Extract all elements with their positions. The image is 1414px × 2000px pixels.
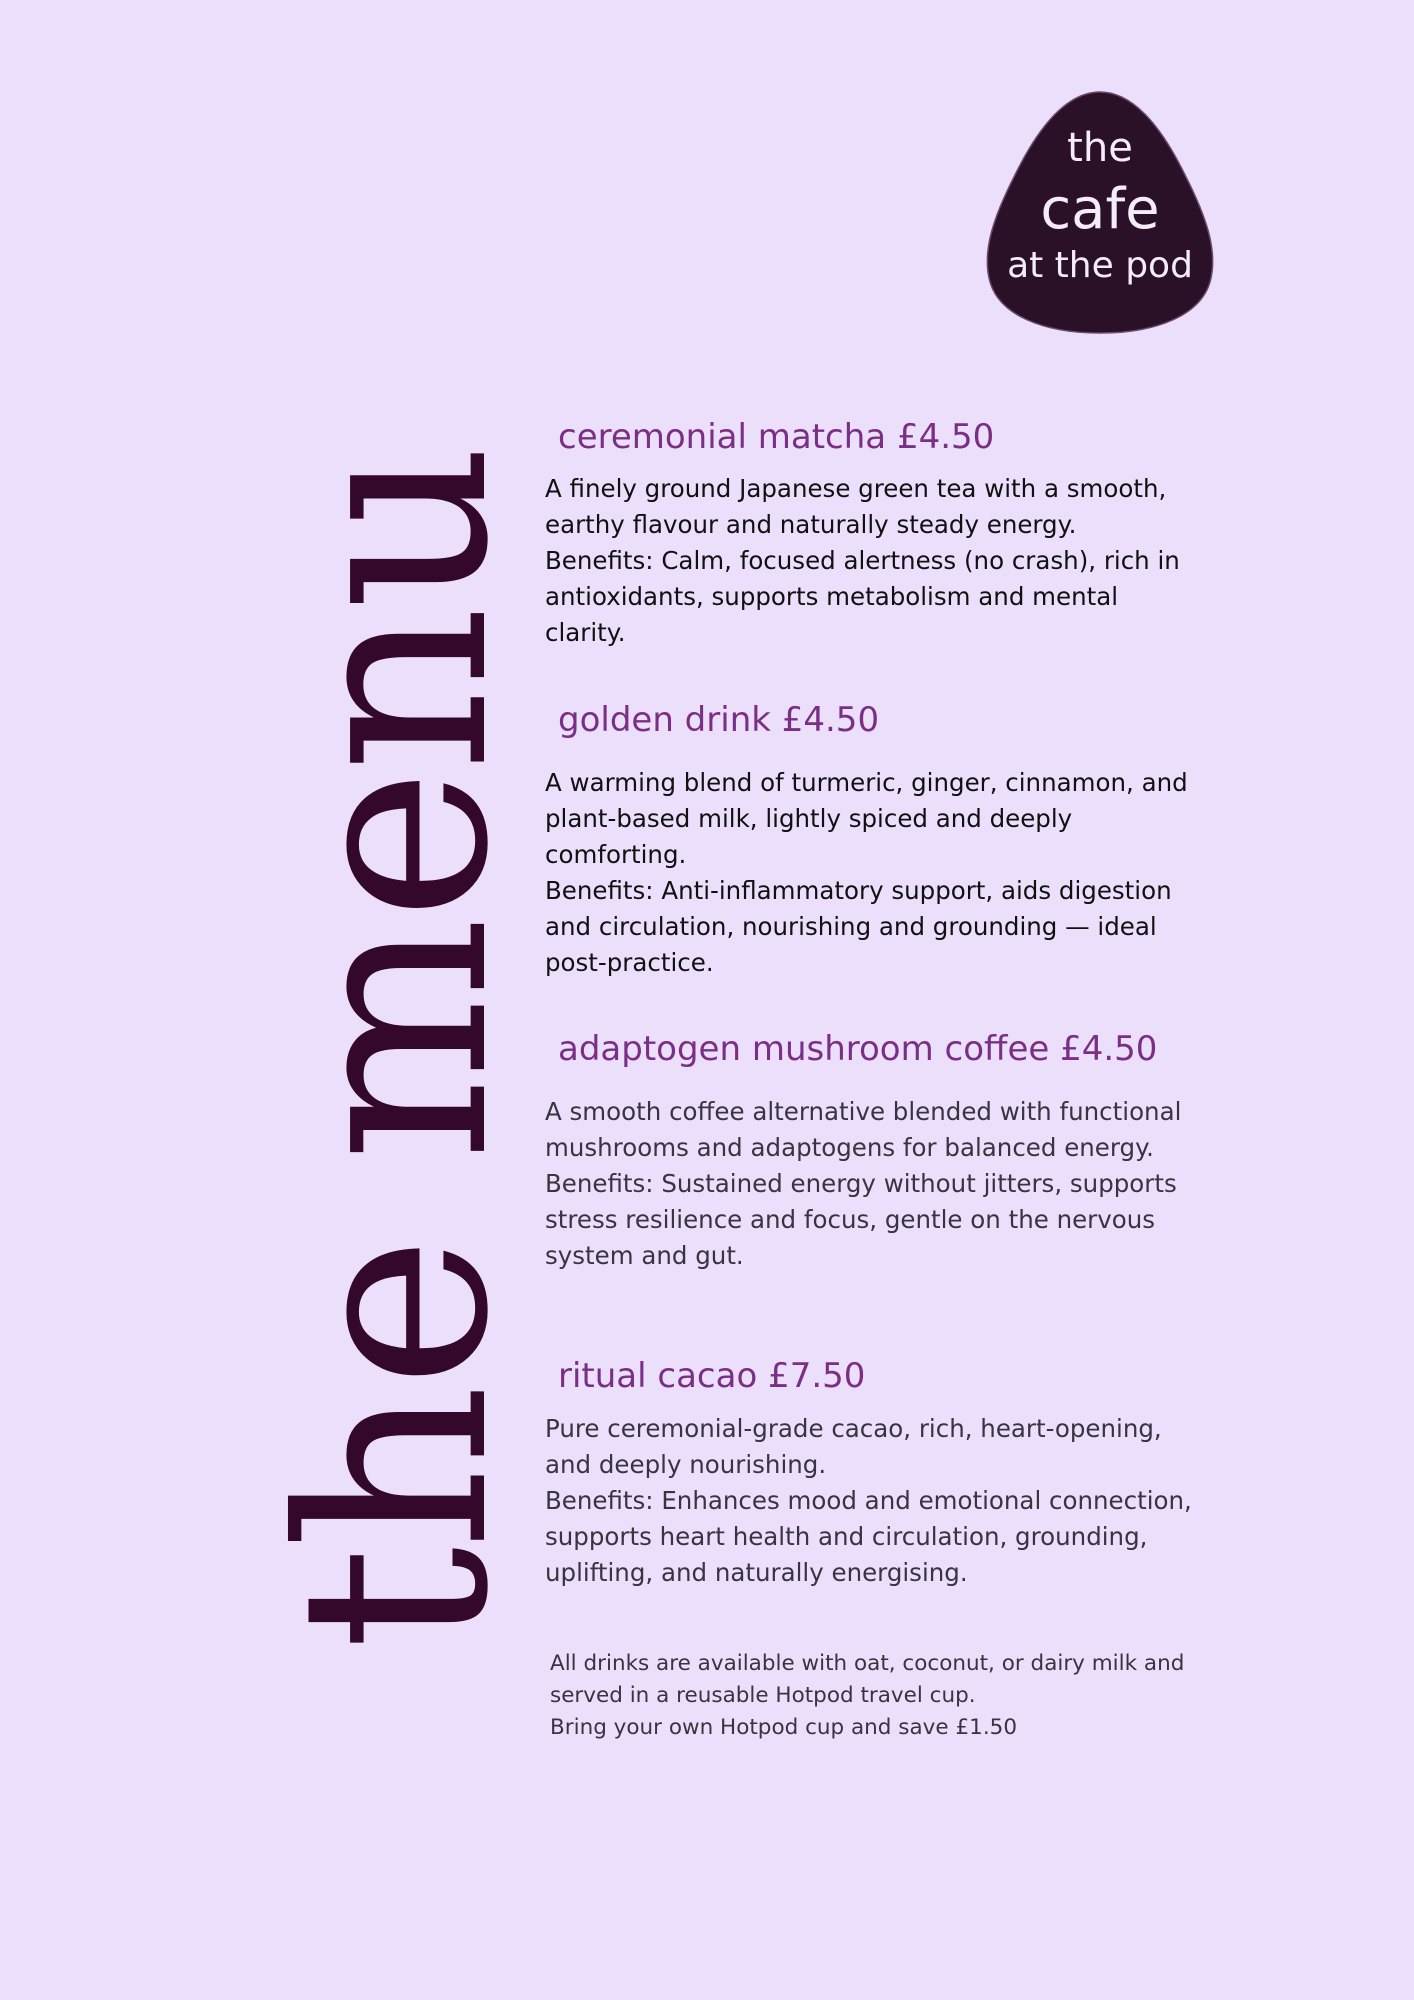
page-title: the menu (245, 447, 545, 1650)
menu-item-title: golden drink £4.50 (558, 700, 880, 740)
menu-item-benefits: Benefits: Calm, focused alertness (no crash), rich in antioxidants, supports metabolism and mental clarity. (545, 546, 1180, 647)
cafe-logo (985, 90, 1215, 335)
menu-item-ritual-cacao (545, 1354, 1205, 1591)
menu-item-golden-drink (545, 698, 1205, 981)
menu-item-description: Pure ceremonial-grade cacao, rich, heart-opening, and deeply nourishing. (545, 1414, 1162, 1479)
logo-line-cafe: cafe (1040, 177, 1160, 242)
menu-item-benefits: Benefits: Sustained energy without jitters, supports stress resilience and focus, gentle on the nervous system and gut. (545, 1169, 1177, 1270)
menu-item-benefits: Benefits: Anti-inflammatory support, aids digestion and circulation, nourishing and grounding — ideal post-practice. (545, 876, 1172, 977)
menu-item-ceremonial-matcha (545, 415, 1205, 651)
menu-item-title: adaptogen mushroom coffee £4.50 (558, 1029, 1158, 1069)
logo-line-the: the (1067, 125, 1133, 171)
footer-note (550, 1648, 1210, 1744)
menu-item-description: A warming blend of turmeric, ginger, cinnamon, and plant-based milk, lightly spiced and deeply comforting. (545, 768, 1188, 869)
menu-item-title: ritual cacao £7.50 (558, 1356, 866, 1396)
menu-item-title: ceremonial matcha £4.50 (558, 417, 995, 457)
menu-item-benefits: Benefits: Enhances mood and emotional connection, supports heart health and circulation, grounding, uplifting, and naturally energising. (545, 1486, 1192, 1587)
menu-item-description: A finely ground Japanese green tea with a smooth, earthy flavour and naturally steady energy. (545, 474, 1167, 539)
menu-item-adaptogen-mushroom-coffee (545, 1027, 1205, 1274)
footer-milk-options: All drinks are available with oat, coconut, or dairy milk and served in a reusable Hotpod travel cup. (550, 1651, 1185, 1708)
footer-bring-cup-offer: Bring your own Hotpod cup and save £1.50 (550, 1715, 1018, 1740)
logo-line-at-the-pod: at the pod (1007, 245, 1193, 286)
menu-item-description: A smooth coffee alternative blended with functional mushrooms and adaptogens for balanced energy. (545, 1097, 1182, 1162)
